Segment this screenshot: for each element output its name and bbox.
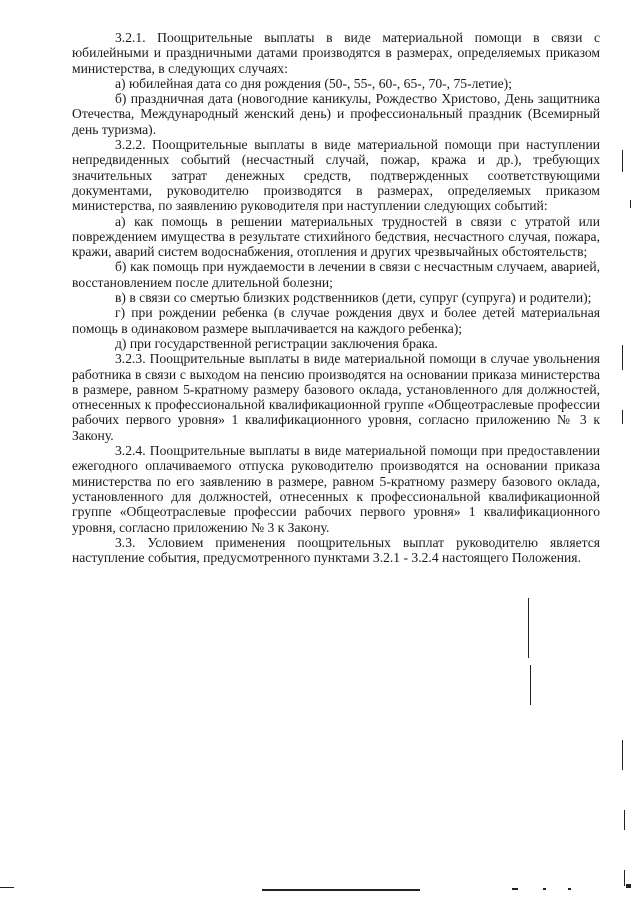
scan-artifact-bottom-dot-3 xyxy=(568,888,571,890)
document-body xyxy=(72,30,600,565)
paragraph-3-2-2-d: д) при государственной регистрации заключения брака. xyxy=(115,335,438,351)
scan-artifact-right-edge-6 xyxy=(624,810,625,830)
paragraph-3-2-2: 3.2.2. Поощрительные выплаты в виде материальной помощи при наступлении непредвиденных событий (несчастный случай, пожар, кража и др.), требующих значительных затрат денежных средств, подтвержденных соответствующими документами, руководителю производятся в размерах, определяемых приказом министерства, по заявлению руководителя при наступлении следующих событий: xyxy=(72,137,600,214)
paragraph-3-2-4: 3.2.4. Поощрительные выплаты в виде материальной помощи при предоставлении ежегодного оплачиваемого отпуска руководителю производятся на основании приказа министерства по его заявлению в размере, равном 5-кратному размеру базового оклада, установленного для должностей, отнесенных к профессиональной квалификационной группе «Общеотраслевые профессии рабочих первого уровня» 1 квалификационного уровня, согласно приложению № 3 к Закону. xyxy=(72,443,600,535)
paragraph-3-2-2-a: а) как помощь в решении материальных трудностей в связи с утратой или повреждением имущества в результате стихийного бедствия, несчастного случая, пожара, кражи, аварий систем водоснабжения, отопления и других чрезвычайных обстоятельств; xyxy=(72,213,600,260)
scan-artifact-bottom-dot-2 xyxy=(543,888,546,890)
scan-artifact-mid-line-1 xyxy=(528,598,529,658)
paragraph-3-2-1-a: а) юбилейная дата со дня рождения (50-, 55-, 60-, 65-, 70-, 75-летие); xyxy=(115,75,512,91)
scan-artifact-bottom-line xyxy=(262,889,420,891)
paragraph-3-2-2-b: б) как помощь при нуждаемости в лечении в связи с несчастным случаем, аварией, восстановлением после длительной болезни; xyxy=(72,259,600,290)
scan-artifact-right-edge-2 xyxy=(630,200,631,208)
scan-artifact-bottom-left xyxy=(0,887,14,888)
scan-artifact-right-edge-7 xyxy=(624,870,625,886)
scan-artifact-right-edge-1 xyxy=(622,150,623,172)
paragraph-3-2-3: 3.2.3. Поощрительные выплаты в виде материальной помощи в случае увольнения работника в связи с выходом на пенсию производятся на основании приказа министерства в размере, равном 5-кратному размеру базового оклада, установленного для должностей, отнесенных к профессиональной квалификационной группе «Общеотраслевые профессии рабочих первого уровня» 1 квалификационного уровня, согласно приложению № 3 к Закону. xyxy=(72,351,600,443)
paragraph-3-2-2-g: г) при рождении ребенка (в случае рождения двух и более детей материальная помощь в одинаковом размере выплачивается на каждого ребенка); xyxy=(72,305,600,336)
scan-artifact-mid-line-2 xyxy=(530,665,531,705)
scan-artifact-right-edge-5 xyxy=(622,740,623,770)
paragraph-3-2-1: 3.2.1. Поощрительные выплаты в виде материальной помощи в связи с юбилейными и праздничными датами производятся в размерах, определяемых приказом министерства, в следующих случаях: xyxy=(72,30,600,76)
paragraph-3-2-1-b: б) праздничная дата (новогодние каникулы, Рождество Христово, День защитника Отечества, Международный женский день) и профессиональный праздник (Всемирный день туризма). xyxy=(72,91,600,137)
paragraph-3-2-2-v: в) в связи со смертью близких родственников (дети, супруг (супруга) и родители); xyxy=(115,290,592,306)
scan-artifact-right-edge-3 xyxy=(622,345,623,370)
scan-artifact-bottom-right xyxy=(626,884,631,888)
paragraph-3-3: 3.3. Условием применения поощрительных выплат руководителю является наступление события, предусмотренного пунктами 3.2.1 - 3.2.4 настоящего Положения. xyxy=(72,534,600,566)
scan-artifact-bottom-dot-1 xyxy=(512,888,518,890)
scan-artifact-right-edge-4 xyxy=(622,410,623,424)
